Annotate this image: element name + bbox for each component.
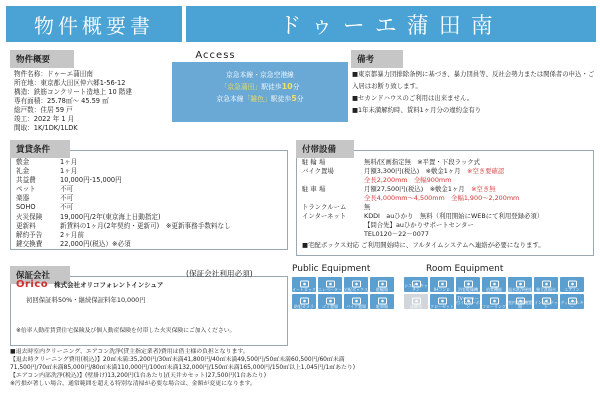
- motorbike-icon: [344, 294, 368, 309]
- icon-label: 浴室乾燥機: [458, 287, 478, 292]
- rent-section-title: 賃貸条件: [10, 140, 70, 158]
- rent-key: 解約予告: [16, 230, 43, 239]
- icon-label: 室内洗濯機置場: [508, 300, 532, 309]
- rent-value: 不可: [60, 194, 74, 203]
- icon-label: ディンプルキー: [560, 300, 584, 309]
- eq-availability-note: ※空き無: [471, 185, 496, 193]
- equipment-section-title: 付帯設備: [296, 140, 354, 158]
- footnote-line: 71,500円/70㎡未満85,000円/80㎡未満110,000円/100㎡未満132,000円/150㎡未満165,000円/150㎡以上1,045円/1㎡あたり): [10, 365, 356, 372]
- icon-label: インターネット: [534, 300, 558, 309]
- rent-value: 不可: [60, 203, 74, 212]
- walk-unit: 分: [296, 95, 304, 103]
- bicycle-parking-icon: [370, 277, 394, 292]
- rent-value: 22,000円(税込）※必須: [60, 239, 131, 248]
- icon-label: IHコンロ: [433, 287, 451, 292]
- rent-row: [16, 185, 231, 194]
- walk-label: 駅徒歩: [270, 95, 292, 103]
- icon-label: 温水洗浄便座: [508, 287, 532, 292]
- laundry-icon: [508, 294, 532, 309]
- access-route-keikyu-kamata: [172, 81, 348, 93]
- rent-key: SOHO: [16, 203, 36, 212]
- rent-key: 礼金: [16, 167, 30, 176]
- eq-key: トランクルーム: [302, 203, 347, 211]
- line-name: 京急本線: [216, 95, 244, 103]
- closet-icon: [430, 294, 454, 309]
- rent-key: 鍵交換費: [16, 239, 43, 248]
- station-zoshiki: 「雑色」: [243, 95, 271, 103]
- icon-label: エレベーター: [318, 287, 342, 292]
- overview-line: 専有面積：25.78㎡～ 45.59 ㎡: [14, 97, 109, 105]
- footnote-line: ※汚損が著しい場合、通常範囲を超える特別な清掃が必要な場合は、金額が変更になります。: [10, 381, 256, 388]
- rent-value: 19,000円/2年(東京海上日動指定): [60, 212, 161, 221]
- icon-label: バイク置場: [346, 304, 366, 309]
- footnote-line: ■退去時室内クリーニング、エアコン洗浄(貸主指定業者)費用は借主様の負担となります。: [10, 349, 249, 355]
- walk-minutes: 5: [291, 94, 297, 103]
- rent-row: [16, 231, 231, 240]
- guarantee-company: [16, 279, 163, 290]
- eq-value: 月額3,300円(税込) ※敷金1ヶ月: [364, 167, 467, 175]
- icon-label: クローゼット: [430, 304, 454, 309]
- rent-key: 火災保険: [16, 212, 43, 221]
- property-name-banner: ドゥーエ蒲田南: [186, 6, 596, 42]
- rent-key: 敷金: [16, 158, 30, 166]
- elevator-icon: [318, 277, 342, 292]
- overview-line: 総戸数：住居 59 戸: [14, 106, 73, 114]
- rent-key: 共益費: [16, 176, 36, 185]
- eq-size-note: 全長2,200mm 全幅900mm: [364, 176, 452, 184]
- guarantee-required-note: (保証会社利用必須): [186, 269, 253, 278]
- delivery-box-icon: [344, 277, 368, 292]
- rent-row: [16, 240, 231, 249]
- icon-label: 駐輪場: [376, 287, 388, 292]
- icon-label: フローリング: [482, 304, 506, 309]
- eq-value: 月額27,500円(税込) ※敷金1ヶ月: [364, 185, 472, 193]
- footnote-line: 【エアコン内部洗浄(税込)】(壁掛け)13,200円(1台あたり)/(天井カセット)27,500円(1台あたり): [10, 373, 266, 380]
- icon-label: オートロック: [292, 287, 316, 292]
- overview-details: [14, 70, 164, 133]
- eq-value: 無: [364, 203, 371, 211]
- footnotes: [10, 348, 594, 388]
- garbage-icon: [318, 294, 342, 309]
- rent-row: [16, 176, 231, 185]
- eq-availability-note: ※空き要確認: [467, 167, 505, 175]
- access-panel: [172, 62, 348, 122]
- rent-value: 10,000円-15,000円: [60, 176, 122, 185]
- rent-value: 新賃料の1ヶ月(2年契約・更新可) ※更新事務手数料なし: [60, 221, 231, 230]
- guarantee-section-title: 保証会社: [10, 266, 70, 284]
- key-icon: [560, 294, 584, 309]
- internet-icon: [534, 294, 558, 309]
- stove-icon: [430, 277, 454, 292]
- parking-icon: [370, 294, 394, 309]
- room-equipment-icons: [404, 277, 584, 309]
- aircon-icon: [560, 277, 584, 292]
- remark-item: ■東京都暴力団排除条例に基づき、暴力団員等、反社会勢力または関係者の申込・ご入居はお断り致します。: [352, 70, 595, 90]
- access-route-zoshiki: [172, 93, 348, 105]
- guarantee-fee: 初回保証料50%・継続保証料年10,000円: [26, 296, 146, 304]
- room-equipment-title: Room Equipment: [426, 264, 504, 274]
- eq-key: バイク置場: [302, 167, 334, 175]
- rent-row: [16, 203, 231, 212]
- vanity-icon: [534, 277, 558, 292]
- rent-row: [16, 194, 231, 203]
- rent-value: 1ヶ月: [60, 167, 78, 176]
- icon-label: システムキッチン: [404, 283, 428, 292]
- remark-item: ■セカンドハウスのご利用は出来ません。: [352, 94, 474, 102]
- kitchen-icon: [404, 277, 428, 292]
- access-line-rail: 京急本線・京急空港線: [226, 71, 294, 79]
- equipment-table: [302, 158, 545, 250]
- rent-key: ペット: [16, 185, 36, 194]
- reheat-icon: [482, 277, 506, 292]
- icon-label: 駐車場: [376, 304, 388, 309]
- rent-value: 不可: [60, 185, 74, 194]
- rent-terms-table: [16, 158, 231, 249]
- walk-minutes: 10: [281, 82, 293, 91]
- overview-line: 構造：鉄筋コンクリート造地上 10 階建: [14, 88, 132, 96]
- eq-key: インターネット: [302, 212, 347, 220]
- rent-key: 更新料: [16, 221, 36, 230]
- station-keikyu-kamata: 「京急蒲田」: [220, 83, 262, 91]
- eq-value: KDDI auひかり 無料（利用開始にWEBにて利用登録必須）: [364, 212, 544, 220]
- washlet-icon: [508, 277, 532, 292]
- rent-value: 1ヶ月: [60, 158, 78, 166]
- walk-unit: 分: [292, 83, 300, 91]
- orico-logo: Orico: [16, 279, 49, 290]
- eq-value: 無料/区画指定無 ※平置・下段ラック式: [364, 158, 481, 166]
- rent-row: [16, 158, 231, 167]
- overview-line: 所在地：東京都大田区仲六郷1-56-12: [14, 79, 126, 87]
- icon-label: 追焚機能: [486, 287, 502, 292]
- overview-line: 物件名称：ドゥーエ蒲田南: [14, 70, 93, 78]
- document-title: 物件概要書: [6, 6, 182, 42]
- icon-label: TVモニター付インターホン: [456, 296, 480, 309]
- remarks-section-title: 備考: [351, 50, 403, 68]
- overview-section-title: 物件概要: [10, 50, 74, 68]
- icon-label: 床暖房: [410, 304, 422, 309]
- delivery-box-note: ■宅配ボックス対応 ご利用開始時に、フルタイムシステムへ連絡が必要になります。: [302, 241, 545, 249]
- rent-key: 楽器: [16, 194, 30, 203]
- rent-row: [16, 167, 231, 176]
- rent-value: 2ヶ月前: [60, 230, 84, 239]
- eq-key: 駐 車 場: [302, 185, 326, 193]
- floor-heat-icon: [404, 294, 428, 309]
- rent-row: [16, 213, 231, 222]
- guarantee-company-name: 株式会社オリコフォレントインシュア: [54, 281, 164, 289]
- access-title: Access: [195, 50, 236, 61]
- icon-label: 宅配ボックス: [344, 287, 368, 292]
- overview-line: 間取：1K/1DK/1LDK: [14, 124, 78, 132]
- icon-label: エアコン: [564, 287, 580, 292]
- walk-label: 駅徒歩: [261, 83, 282, 91]
- auto-lock-icon: [292, 277, 316, 292]
- remarks-list: [352, 68, 596, 116]
- icon-label: 防犯カメラ: [294, 304, 314, 309]
- eq-key: 駐 輪 場: [302, 158, 326, 166]
- eq-contact: 【問合先】auひかりサポートセンター: [364, 221, 474, 229]
- bath-dryer-icon: [456, 277, 480, 292]
- rent-row: [16, 222, 231, 231]
- eq-phone: TEL0120－22－0077: [364, 230, 429, 238]
- footnote-line: 【退去時クリーニング費用(税込)】20㎡未満:35,200円/30㎡未満41,800円/40㎡未満49,500円/50㎡未満60,500円/60㎡未満: [10, 357, 345, 364]
- eq-size-note: 全長4,000mm～4,500mm 全幅1,900～2,200mm: [364, 194, 520, 202]
- overview-line: 竣工：2022 年 1 月: [14, 115, 75, 123]
- public-equipment-title: Public Equipment: [292, 264, 371, 274]
- intercom-icon: [456, 294, 480, 309]
- flooring-icon: [482, 294, 506, 309]
- security-camera-icon: [292, 294, 316, 309]
- insurance-note: ※倍率人動産賃貸住宅保険及び個人動産保険を付帯した火災保険にご加入ください。: [16, 328, 236, 334]
- public-equipment-icons: [292, 277, 394, 309]
- icon-label: ゴミ置場: [322, 304, 338, 309]
- icon-label: 独立洗面台: [536, 287, 556, 292]
- remark-item: ■1年未満解約時、賃料1ヶ月分の違約金有り: [352, 106, 482, 114]
